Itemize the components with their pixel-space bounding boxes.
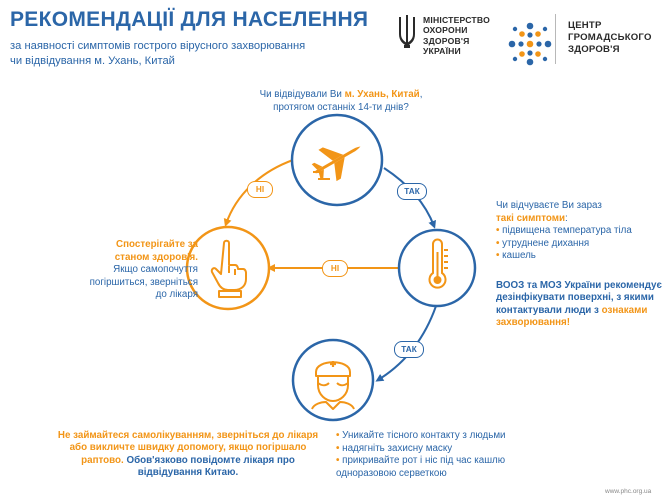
symptoms-block <box>496 200 662 263</box>
tips-list <box>336 430 566 480</box>
page-subtitle <box>10 39 305 69</box>
badge-yes-1: ТАК <box>397 183 427 200</box>
badge-no-1: НІ <box>247 181 273 198</box>
no-self-treatment <box>50 430 326 480</box>
question-prefix: Чи відвідували Ви <box>259 89 345 100</box>
travel-question <box>233 89 449 114</box>
ministry-name <box>423 15 490 57</box>
question-suffix: , <box>419 89 423 100</box>
phc-line: ГРОМАДСЬКОГО <box>568 32 652 43</box>
question-line-2: протягом останніх 14-ти днів? <box>273 101 409 113</box>
observe-text: Якщо самопочуття погіршиться, зверніться до лікаря <box>89 264 198 301</box>
symptom-item: • підвищена температура тіла <box>496 225 662 238</box>
who-recommendation <box>496 280 662 330</box>
no-self-treatment-part2: Обов'язково повідомте лікаря про відвідування Китаю. <box>126 454 295 479</box>
symptom-item: • утруднене дихання <box>496 238 662 251</box>
phc-line: ЗДОРОВ'Я <box>568 44 620 55</box>
ministry-line: ОХОРОНИ <box>423 25 468 36</box>
ministry-line: УКРАЇНИ <box>423 46 461 57</box>
badge-no-2: НІ <box>322 260 348 277</box>
symptoms-colon: : <box>565 212 568 224</box>
question-place: м. Ухань, Китай <box>344 89 420 100</box>
observe-heading: Спостерігайте за станом здоров'я. <box>114 239 198 263</box>
trident-icon <box>399 15 415 48</box>
phc-line: ЦЕНТР <box>568 20 602 31</box>
phc-logo-icon <box>509 23 552 66</box>
subtitle-line-2: чи відвідування м. Ухань, Китай <box>10 55 175 67</box>
who-highlight: ознаками захворювання! <box>496 304 648 329</box>
footer-url[interactable]: www.phc.org.ua <box>605 488 652 495</box>
header-divider <box>555 14 556 64</box>
who-main-text: ВООЗ та МОЗ України рекомендує дезінфікувати поверхні, з якими контактували люди з <box>496 280 662 316</box>
ministry-line: МІНІСТЕРСТВО <box>423 15 490 25</box>
page-title: РЕКОМЕНДАЦІЇ ДЛЯ НАСЕЛЕННЯ <box>10 8 369 31</box>
tip-item: • Уникайте тісного контакту з людьми <box>336 430 566 443</box>
subtitle-line-1: за наявності симптомів гострого вірусного захворювання <box>10 40 306 52</box>
tip-item: • надягніть захисну маску <box>336 443 566 456</box>
ministry-line: ЗДОРОВ'Я <box>423 35 470 46</box>
symptom-item: • кашель <box>496 250 662 263</box>
phc-name <box>568 20 652 56</box>
symptoms-highlight: такі симптоми <box>496 212 566 224</box>
no-self-treatment-part1: Не займайтеся самолікуванням, зверніться до лікаря або викличте швидку допомогу, якщо погіршало раптово. <box>57 430 319 466</box>
badge-yes-2: ТАК <box>394 341 424 358</box>
symptoms-intro: Чи відчуваєте Ви зараз <box>496 200 602 211</box>
tip-item: • прикривайте рот і ніс під час кашлю одноразовою серветкою <box>336 455 566 480</box>
observe-block <box>82 239 198 302</box>
